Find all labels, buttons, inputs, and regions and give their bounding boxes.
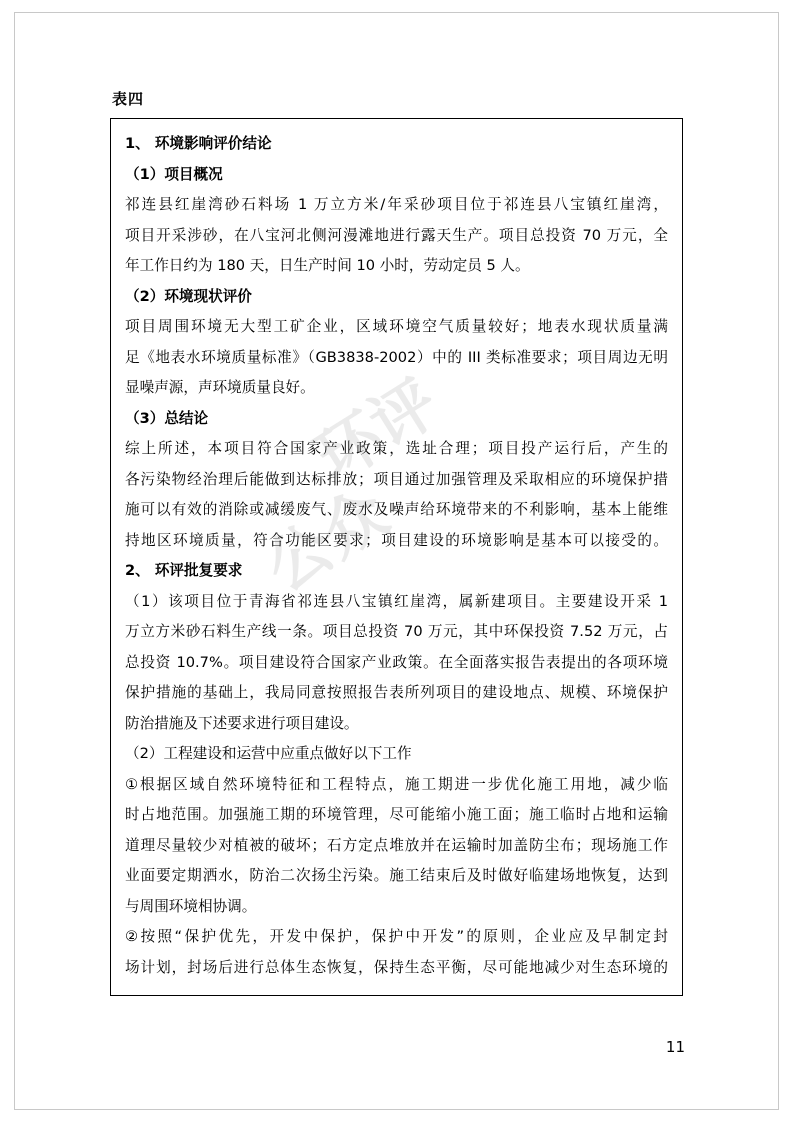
- subsection-title-1-3: （3）总结论: [125, 409, 209, 427]
- body-line: （1）该项目位于青海省祁连县八宝镇红崖湾，属新建项目。主要建设开采 1: [125, 592, 668, 610]
- body-line: 持地区环境质量，符合功能区要求；项目建设的环境影响是基本可以接受的。: [125, 531, 668, 549]
- body-line: 综上所述，本项目符合国家产业政策，选址合理；项目投产运行后，产生的: [125, 440, 668, 457]
- body-line: 与周围环境相协调。: [125, 897, 257, 915]
- body-line: 场计划，封场后进行总体生态恢复，保持生态平衡，尽可能地减少对生态环境的: [125, 958, 668, 976]
- subsection-title-1-2: （2）环境现状评价: [125, 287, 252, 305]
- content-table: [110, 118, 683, 996]
- body-line: 业面要定期洒水，防治二次扬尘污染。施工结束后及时做好临建场地恢复，达到: [125, 867, 668, 884]
- table-content: [111, 119, 682, 995]
- table-label: 表四: [112, 90, 145, 108]
- body-line: 各污染物经治理后能做到达标排放；项目通过加强管理及采取相应的环境保护措: [125, 470, 668, 488]
- body-line: 显噪声源，声环境质量良好。: [125, 379, 315, 396]
- body-line: 保护措施的基础上，我局同意按照报告表所列项目的建设地点、规模、环境保护: [125, 684, 668, 701]
- body-line: 项目开采涉砂，在八宝河北侧河漫滩地进行露天生产。项目总投资 70 万元，全: [125, 226, 668, 244]
- body-line: （2）工程建设和运营中应重点做好以下工作: [125, 745, 412, 762]
- body-line: 万立方米砂石料生产线一条。项目总投资 70 万元，其中环保投资 7.52 万元，占: [125, 623, 668, 640]
- body-line: 道理尽量较少对植被的破坏；石方定点堆放并在运输时加盖防尘布；现场施工作: [125, 836, 668, 854]
- body-line: 施可以有效的消除或减缓废气、废水及噪声给环境带来的不利影响，基本上能维: [125, 501, 668, 518]
- page-number: 11: [665, 1038, 685, 1056]
- body-line: 年工作日约为 180 天，日生产时间 10 小时，劳动定员 5 人。: [125, 257, 530, 274]
- body-line: 防治措施及下述要求进行项目建设。: [125, 714, 359, 732]
- body-line: ②按照“保护优先，开发中保护，保护中开发”的原则，企业应及早制定封: [125, 928, 668, 945]
- body-line: 项目周围环境无大型工矿企业，区域环境空气质量较好；地表水现状质量满: [125, 318, 668, 335]
- body-line: 时占地范围。加强施工期的环境管理，尽可能缩小施工面；施工临时占地和运输: [125, 806, 668, 823]
- section-heading-1: 1、 环境影响评价结论: [125, 135, 272, 152]
- body-line: 总投资 10.7%。项目建设符合国家产业政策。在全面落实报告表提出的各项环境: [125, 653, 668, 671]
- subsection-title-1-1: （1）项目概况: [125, 165, 223, 183]
- body-line: 祁连县红崖湾砂石料场 1 万立方米/年采砂项目位于祁连县八宝镇红崖湾，: [125, 196, 668, 213]
- body-line: ①根据区域自然环境特征和工程特点，施工期进一步优化施工用地，减少临: [125, 775, 668, 793]
- body-line: 足《地表水环境质量标准》（GB3838-2002）中的 III 类标准要求；项目周边无明: [125, 348, 668, 366]
- section-heading-2: 2、 环评批复要求: [125, 562, 243, 579]
